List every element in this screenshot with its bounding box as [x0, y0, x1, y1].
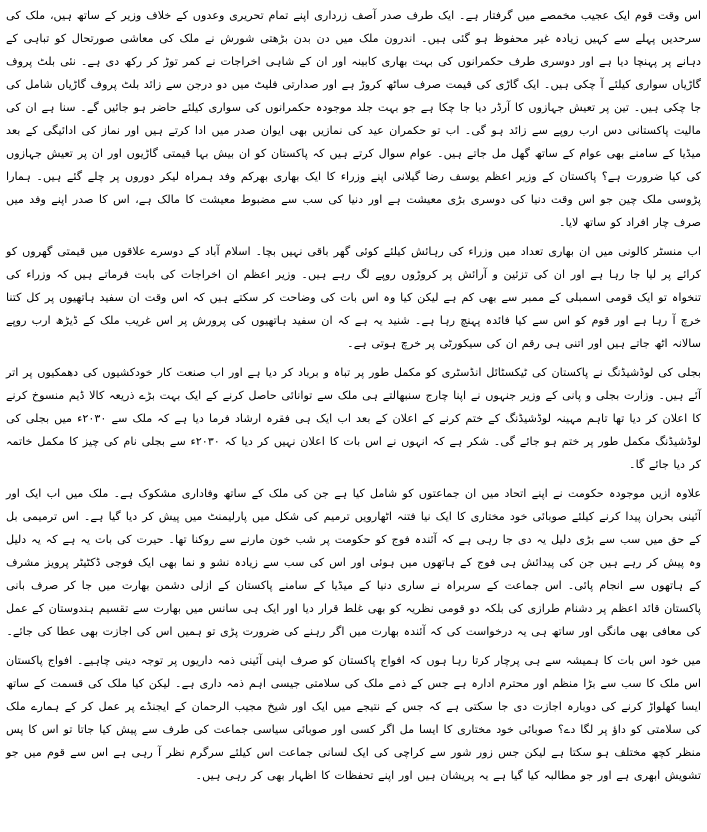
article-paragraph-5: میں خود اس بات کا ہمیشہ سے ہی پرچار کرتا رہا ہوں کہ افواج پاکستان کو صرف اپنی آئینی ذمہ داریوں پر توجہ دینی چاہیے۔ افواج پاکستان اس ملک کا سب سے بڑا منظم اور محترم ادارہ ہے جس کے ذمے ملک کی سلامتی جیسی اہم ذمہ داری ہے۔ لیکن کیا ملک کی قسمت کے ساتھ ایسا کھلواڑ کرنے کی دوبارہ اجازت دی جا سکتی ہے کہ جس کے نتیجے میں ایک اور شیخ مجیب الرحمان کے ایجنڈے پر عمل کر کے ہمارے ملک کی سلامتی کو داؤ پر لگا دے؟ صوبائی خود مختاری کا ایسا مل اگر کسی اور صوبائی سیاسی جماعت کی طرف سے پیش کیا جاتا تو اس کا پس منظر کچھ مختلف ہو سکتا ہے لیکن جس زور شور سے کراچی کی ایک لسانی جماعت اس کیلئے سرگرم نظر آ رہی ہے اس سے قوم میں جو تشویش ابھری ہے اور جو مطالبہ کیا گیا ہے یہ پریشان ہیں اور اپنے تحفظات کا اظہار بھی کر رہی ہیں۔	[6, 654, 701, 782]
article-paragraph-3: بجلی کی لوڈشیڈنگ نے پاکستان کی ٹیکسٹائل انڈسٹری کو مکمل طور پر تباہ و برباد کر دیا ہے اور اب صنعت کار خودکشیوں کی دھمکیوں پر اتر آئے ہیں۔ وزارت بجلی و پانی کے وزیر جنہوں نے اپنا چارج سنبھالتے ہی ملک سے توانائی حاصل کرنے کے ایک بہت بڑے ذریعہ کالا ڈیم منسوخ کرنے کا اعلان کر دیا تھا تاہم مہینہ لوڈشیڈنگ کے ختم کرنے کے اعلان کے بعد اب ایک ہی فقرہ ارشاد فرما دیا ہے کہ ملک سے ۲۰۳۰ء میں بجلی کی لوڈشیڈنگ مکمل طور پر ختم ہو جائے گی۔ شکر ہے کہ انہوں نے اس بات کا اعلان نہیں کر دیا کہ ۲۰۳۰ء سے بجلی نام کی چیز کا مکمل خاتمہ کر دیا جائے گا۔	[6, 366, 702, 471]
article-paragraph-1: اس وقت قوم ایک عجیب مخمصے میں گرفتار ہے۔ ایک طرف صدر آصف زرداری اپنے تمام تحریری وعدوں کے خلاف وزیر کے ساتھ ہیں، ملک کی سرحدیں پہلے سے کہیں زیادہ غیر محفوظ ہو گئی ہیں۔ اندرون ملک میں دن بدن بڑھتی شورش نے ملک کی معاشی صورتحال کو تباہی کے دہانے پر پہنچا دیا ہے اور دوسری طرف حکمرانوں کی بہت بھاری کابینہ اور ان کے شاہی اخراجات نے کمر توڑ کر رکھ دی ہے۔ نئی بلٹ پروف گاڑیاں سواری کیلئے آ چکی ہیں۔ ایک گاڑی کی قیمت صرف ساٹھ کروڑ ہے اور صدارتی فلیٹ میں دو درجن سے زائد بلٹ پروف گاڑیاں شامل کی جا چکی ہیں۔ تین پر تعیش جہازوں کا آرڈر دیا جا چکا ہے جو بہت جلد موجودہ حکمرانوں کی سواری کیلئے حاضر ہو جائیں گے۔ سنا ہے ان کی مالیت پاکستانی دس ارب روپے سے زائد ہو گی۔ اب تو حکمران عید کی نمازیں بھی ایوان صدر میں ادا کرتے ہیں اور نماز کی ادائیگی کے بعد میڈیا کے سامنے بھی عوام کے ساتھ گھل مل جاتے ہیں۔ عوام سوال کرتے ہیں کہ پاکستان کو ان بیش بہا قیمتی گاڑیوں اور ان پر تعیش جہازوں کی کیا ضرورت ہے؟ پاکستان کے وزیر اعظم یوسف رضا گیلانی اپنے وزراء کا ایک بھاری بھرکم وفد ہمراہ لیکر دوروں پر چلے گئے ہیں۔ ہمارا پڑوسی ملک چین جو اس وقت دنیا کی دوسری بڑی معیشت ہے اور دنیا کی سب سے مضبوط معیشت کا مالک ہے، اس کا صدر اپنے وفد میں صرف چار افراد کو ساتھ لایا۔	[6, 9, 701, 229]
article-paragraph-2: اب منسٹر کالونی میں ان بھاری تعداد میں وزراء کی رہائش کیلئے کوئی گھر باقی نہیں بچا۔ اسلام آباد کے دوسرے علاقوں میں قیمتی گھروں کو کرائے پر لیا جا رہا ہے اور ان کی تزئین و آرائش پر کروڑوں روپے لگ رہے ہیں۔ وزیر اعظم ان اخراجات کی بابت فرماتے ہیں کہ وزراء کی تنخواہ تو ایک قومی اسمبلی کے ممبر سے بھی کم ہے لیکن کیا وہ اس بات کی وضاحت کر سکتے ہیں کہ اس وقت ان سفید ہاتھیوں پر کل کتنا خرچ آ رہا ہے اور قوم کو اس سے کیا فائدہ پہنچ رہا ہے۔ شنید یہ ہے کہ ان سفید ہاتھیوں کی پرورش پر اس غریب ملک کے ڈیڑھ ارب روپے سالانہ اٹھ جاتے ہیں اور اتنی ہی رقم ان کی سیکورٹی پر خرچ ہوتی ہے۔	[6, 245, 701, 350]
article-paragraph-4: علاوہ ازیں موجودہ حکومت نے اپنے اتحاد میں ان جماعتوں کو شامل کیا ہے جن کی ملک کے ساتھ وفاداری مشکوک ہے۔ ملک میں اب ایک اور آئینی بحران پیدا کرنے کیلئے صوبائی خود مختاری کا ایک نیا فتنہ اٹھارویں ترمیم کی شکل میں پارلیمنٹ میں پیش کر دیا گیا ہے۔ اس ترمیمی بل کے حق میں سب سے بڑی دلیل یہ دی جا رہی ہے کہ آئندہ فوج کو حکومت پر شب خون مارنے سے روکنا تھا۔ حیرت کی بات یہ ہے کہ یہ دلیل وہ پیش کر رہے ہیں جن کی پیدائش ہی فوج کے ہاتھوں میں ہوئی اور اس کی سب سے زیادہ نشو و نما بھی ایک فوجی ڈکٹیٹر پرویز مشرف کے ہاتھوں سے انجام پائی۔ اس جماعت کے سربراہ نے ساری دنیا کے میڈیا کے سامنے پاکستان کے ازلی دشمن بھارت میں جا کر صرف بانی پاکستان قائد اعظم پر دشنام طرازی کی بلکہ دو قومی نظریہ کو بھی غلط قرار دیا اور ایک ہی سانس میں بھارت سے تقسیم ہندوستان کے عمل کی معافی بھی مانگی اور ساتھ ہی یہ درخواست کی کہ آئندہ بھارت میں اگر رہنے کی ضرورت پڑی تو ہمیں اس کی اجازت بھی عطا کی جائے۔	[6, 487, 701, 638]
